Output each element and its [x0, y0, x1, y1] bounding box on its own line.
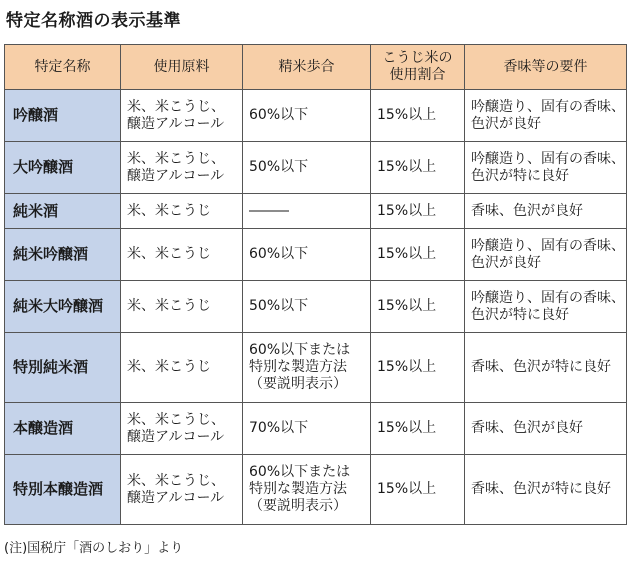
polish-ratio-cell — [243, 403, 371, 455]
flavor-line: 色沢が特に良好 — [471, 306, 569, 323]
not-applicable-dash: ――― — [249, 202, 288, 219]
table-row — [5, 229, 627, 281]
sake-name: 大吟醸酒 — [5, 142, 121, 194]
table-row — [5, 142, 627, 194]
koji-ratio-cell: 15%以上 — [371, 281, 465, 333]
flavor-cell — [465, 403, 627, 455]
flavor-cell — [465, 455, 627, 525]
table-row — [5, 333, 627, 403]
materials-cell — [121, 281, 243, 333]
materials-cell — [121, 455, 243, 525]
flavor-cell — [465, 229, 627, 281]
materials-line: 米、米こうじ — [127, 202, 211, 219]
sake-name: 吟醸酒 — [5, 90, 121, 142]
polish-ratio-line: 特別な製造方法 — [249, 359, 347, 375]
materials-line: 米、米こうじ、 — [127, 150, 225, 167]
polish-ratio-cell — [243, 229, 371, 281]
koji-ratio-cell: 15%以上 — [371, 142, 465, 194]
flavor-line: 香味、色沢が良好 — [471, 202, 583, 219]
flavor-line: 香味、色沢が特に良好 — [471, 481, 611, 497]
koji-ratio-cell: 15%以上 — [371, 90, 465, 142]
materials-cell — [121, 229, 243, 281]
header-materials: 使用原料 — [121, 45, 243, 90]
materials-cell — [121, 194, 243, 229]
materials-line: 醸造アルコール — [127, 428, 225, 445]
sake-name: 特別純米酒 — [5, 333, 121, 403]
table-body — [5, 90, 627, 525]
materials-line: 米、米こうじ、 — [127, 472, 225, 489]
sake-name: 本醸造酒 — [5, 403, 121, 455]
flavor-line: 吟醸造り、固有の香味、 — [471, 289, 625, 306]
polish-ratio-line: （要説明表示） — [249, 498, 347, 514]
flavor-line: 吟醸造り、固有の香味、 — [471, 98, 625, 115]
polish-ratio-line: 70%以下 — [249, 420, 309, 436]
koji-ratio-cell: 15%以上 — [371, 403, 465, 455]
koji-ratio-cell: 15%以上 — [371, 194, 465, 229]
flavor-line: 色沢が良好 — [471, 115, 541, 132]
table-row — [5, 90, 627, 142]
header-polish-ratio: 精米歩合 — [243, 45, 371, 90]
polish-ratio-cell — [243, 194, 371, 229]
table-row — [5, 403, 627, 455]
materials-line: 米、米こうじ、 — [127, 98, 225, 115]
header-koji-ratio — [371, 45, 465, 90]
table-row — [5, 194, 627, 229]
sake-standards-table — [4, 44, 627, 525]
polish-ratio-line: 60%以下 — [249, 107, 309, 123]
flavor-cell — [465, 194, 627, 229]
sake-name: 純米大吟醸酒 — [5, 281, 121, 333]
polish-ratio-line: （要説明表示） — [249, 376, 347, 392]
materials-cell — [121, 142, 243, 194]
flavor-line: 色沢が特に良好 — [471, 167, 569, 184]
materials-cell — [121, 333, 243, 403]
table-header-row — [5, 45, 627, 90]
flavor-line: 吟醸造り、固有の香味、 — [471, 237, 625, 254]
materials-cell — [121, 90, 243, 142]
materials-cell — [121, 403, 243, 455]
flavor-cell — [465, 90, 627, 142]
materials-line: 米、米こうじ、 — [127, 411, 225, 428]
polish-ratio-line: 50%以下 — [249, 298, 309, 314]
polish-ratio-line: 60%以下または — [249, 464, 351, 480]
polish-ratio-line: 60%以下または — [249, 342, 351, 358]
polish-ratio-line: 特別な製造方法 — [249, 481, 347, 497]
materials-line: 米、米こうじ — [127, 246, 211, 262]
koji-ratio-cell: 15%以上 — [371, 229, 465, 281]
header-name: 特定名称 — [5, 45, 121, 90]
koji-ratio-cell: 15%以上 — [371, 455, 465, 525]
koji-ratio-cell: 15%以上 — [371, 333, 465, 403]
table-row — [5, 455, 627, 525]
sake-name: 純米酒 — [5, 194, 121, 229]
sake-name: 特別本醸造酒 — [5, 455, 121, 525]
materials-line: 米、米こうじ — [127, 359, 211, 375]
flavor-line: 香味、色沢が特に良好 — [471, 359, 611, 375]
sake-name: 純米吟醸酒 — [5, 229, 121, 281]
polish-ratio-cell — [243, 455, 371, 525]
polish-ratio-cell — [243, 333, 371, 403]
materials-line: 醸造アルコール — [127, 167, 225, 184]
materials-line: 醸造アルコール — [127, 115, 225, 132]
flavor-cell — [465, 281, 627, 333]
table-row — [5, 281, 627, 333]
flavor-line: 香味、色沢が良好 — [471, 420, 583, 436]
header-line: こうじ米の — [382, 50, 453, 66]
polish-ratio-cell — [243, 281, 371, 333]
flavor-cell — [465, 333, 627, 403]
flavor-line: 吟醸造り、固有の香味、 — [471, 150, 625, 167]
source-note: (注)国税庁「酒のしおり」より — [4, 541, 184, 556]
flavor-cell — [465, 142, 627, 194]
polish-ratio-cell — [243, 142, 371, 194]
materials-line: 醸造アルコール — [127, 489, 225, 506]
polish-ratio-line: 50%以下 — [249, 159, 309, 175]
polish-ratio-line: 60%以下 — [249, 246, 309, 262]
header-line: 使用割合 — [389, 67, 446, 83]
header-flavor: 香味等の要件 — [465, 45, 627, 90]
polish-ratio-cell — [243, 90, 371, 142]
page-title: 特定名称酒の表示基準 — [6, 11, 181, 31]
materials-line: 米、米こうじ — [127, 298, 211, 314]
flavor-line: 色沢が良好 — [471, 254, 541, 271]
